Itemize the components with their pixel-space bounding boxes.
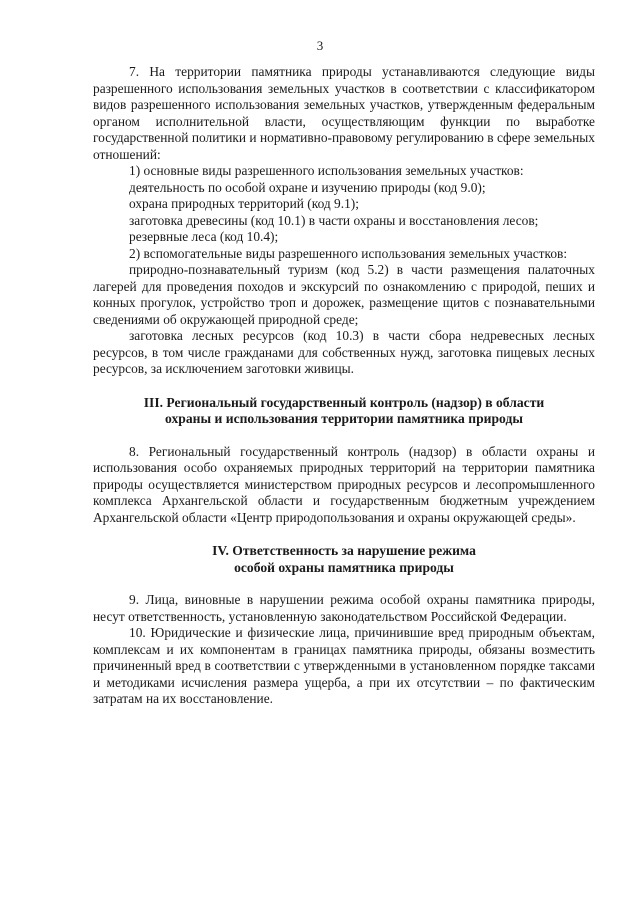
paragraph-8: 8. Региональный государственный контроль (надзор) в области охраны и использования особо охраняемых природных территорий на территории памятника природы осуществляется министерством природных ресурсов и лесопромышленного комплекса Архангельской области и государственным бюджетным учреждением Архангельской области «Центр природопользования и охраны окружающей среды». [93, 443, 595, 525]
paragraph-9: 9. Лица, виновные в нарушении режима особой охраны памятника природы, несут ответственность, установленную законодательством Российской Федерации. [93, 592, 595, 624]
section-3-heading-line-2: охраны и использования территории памятника природы [165, 411, 523, 426]
document-body [93, 64, 595, 708]
paragraph-7-item-1: 1) основные виды разрешенного использования земельных участков: [129, 163, 524, 178]
paragraph-7-item-1-b: охрана природных территорий (код 9.1); [129, 196, 359, 211]
paragraph-7-item-1-d: резервные леса (код 10.4); [129, 229, 279, 244]
paragraph-7: 7. На территории памятника природы устанавливаются следующие виды разрешенного использования земельных участков в соответствии с классификатором видов разрешенного использования земельных участков, утвержденным федеральным органом исполнительной власти, осуществляющим функции по выработке государственной политики и нормативно-правовому регулированию в сфере земельных отношений: [93, 64, 595, 162]
section-3-heading-line-1: III. Региональный государственный контроль (надзор) в области [143, 394, 545, 410]
paragraph-7-item-2-a: природно-познавательный туризм (код 5.2) в части размещения палаточных лагерей для проведения походов и экскурсий по ознакомлению с природой, пеших и конных прогулок, устройство троп и дорожек, размещение щитов с познавательными сведениями об окружающей природной среде; [93, 262, 595, 327]
section-4-heading-line-1: IV. Ответственность за нарушение режима [212, 543, 476, 558]
paragraph-7-item-2-b: заготовка лесных ресурсов (код 10.3) в части сбора недревесных лесных ресурсов, в том числе гражданами для собственных нужд, заготовка пищевых лесных ресурсов, за исключением заготовки живицы. [93, 328, 595, 376]
paragraph-7-item-1-a: деятельность по особой охране и изучению природы (код 9.0); [129, 179, 486, 195]
paragraph-7-item-1-c: заготовка древесины (код 10.1) в части охраны и восстановления лесов; [129, 212, 539, 228]
paragraph-7-item-2: 2) вспомогательные виды разрешенного использования земельных участков: [129, 245, 568, 261]
page-number: 3 [316, 38, 324, 53]
paragraph-10: 10. Юридические и физические лица, причинившие вред природным объектам, комплексам и их компонентам в границах памятника природы, обязаны возместить причиненный вред в соответствии с утвержденными в установленном порядке таксами и методиками исчисления размера ущерба, а при их отсутствии – по фактическим затратам на их восстановление. [93, 625, 595, 706]
section-4-heading-line-2: особой охраны памятника природы [234, 559, 454, 575]
